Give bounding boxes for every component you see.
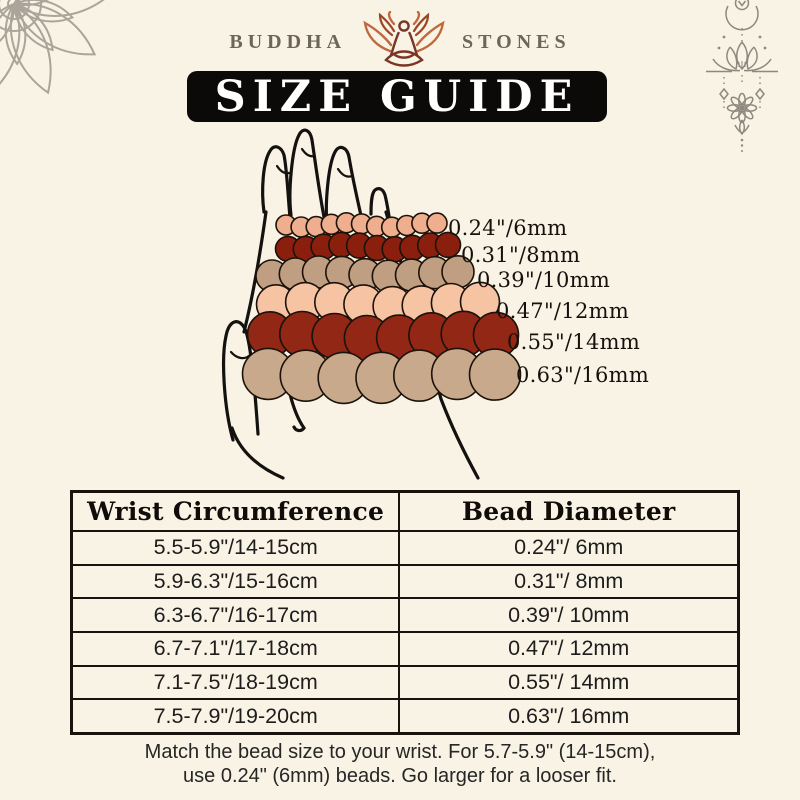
bracelet-size-label: 0.47"/12mm [496, 299, 630, 323]
bead-value: 0.39"/ 10mm [508, 602, 630, 627]
brand-word-right: STONES [462, 30, 571, 53]
lotus-meditation-icon [362, 11, 446, 73]
bracelet-beads [243, 213, 521, 404]
bracelet-size-label: 0.55"/14mm [507, 330, 641, 354]
fit-advice-note [0, 741, 800, 788]
bracelet-size-label: 0.31"/8mm [461, 243, 581, 267]
size-table-row [73, 597, 737, 631]
size-table-row [73, 631, 737, 665]
bead-value: 0.55"/ 14mm [508, 670, 630, 695]
wrist-value: 6.7-7.1"/17-18cm [73, 633, 400, 665]
size-table-header-row [73, 493, 737, 530]
bead-value: 0.31"/ 8mm [514, 569, 624, 593]
header-bead-diameter: Bead Diameter [461, 497, 676, 526]
bead-value: 0.24"/ 6mm [514, 535, 624, 560]
size-table-row [73, 698, 737, 732]
wrist-value: 5.5-5.9"/14-15cm [73, 532, 400, 564]
fit-advice-line-2: use 0.24" (6mm) beads. Go larger for a looser fit. [183, 764, 617, 787]
size-table-row [73, 665, 737, 699]
bracelet-size-label: 0.63"/16mm [516, 363, 650, 387]
size-guide-title: SIZE GUIDE [214, 71, 580, 122]
wrist-value: 5.9-6.3"/15-16cm [73, 566, 400, 598]
size-table-row [73, 564, 737, 598]
brand-word-left: BUDDHA [229, 30, 347, 53]
brand-logo [0, 10, 800, 74]
wrist-value: 7.1-7.5"/18-19cm [73, 667, 400, 699]
wrist-value: 7.5-7.9"/19-20cm [73, 700, 400, 732]
bead-value: 0.63"/ 16mm [508, 703, 630, 728]
wrist-value: 6.3-6.7"/16-17cm [73, 599, 400, 631]
header-wrist-circumference: Wrist Circumference [73, 493, 400, 530]
bracelet-size-label: 0.39"/10mm [477, 268, 611, 292]
bracelet-size-label: 0.24"/6mm [448, 216, 568, 240]
hand-illustration [0, 128, 800, 490]
size-guide-banner [187, 71, 607, 122]
fit-advice-line-1: Match the bead size to your wrist. For 5.7-5.9" (14-15cm), [144, 741, 656, 763]
size-table [70, 490, 740, 735]
bead-value: 0.47"/ 12mm [508, 636, 630, 661]
size-table-row [73, 530, 737, 564]
